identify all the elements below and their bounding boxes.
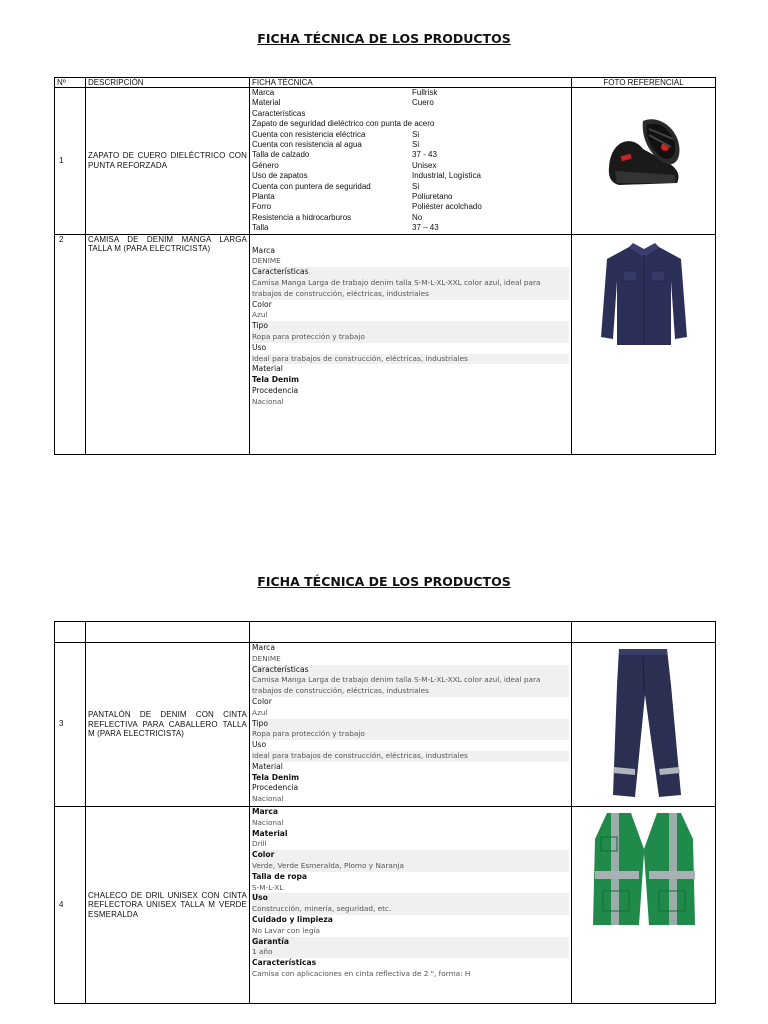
- spec-value: Azul: [252, 310, 268, 320]
- table-header: [55, 622, 716, 643]
- spec-value: Camisa Manga Larga de trabajo denim talla S-M-L-XL-XXL color azul, ideal para trabajos de construcción, eléctricas, industriales: [252, 675, 569, 697]
- spec-value: DENIME: [252, 256, 281, 266]
- spec-row: [252, 119, 569, 129]
- spec-key: Uso: [252, 893, 569, 904]
- photo-shoe: [572, 88, 716, 235]
- spec-key: Tipo: [252, 321, 569, 332]
- spec-key: Procedencia: [252, 386, 299, 396]
- spec-key: Procedencia: [252, 783, 299, 793]
- page-title-2: FICHA TÉCNICA DE LOS PRODUCTOS: [257, 574, 511, 589]
- spec-key: Talla: [252, 223, 269, 233]
- spec-key: Material: [252, 828, 288, 838]
- spec-key: Color: [252, 299, 272, 309]
- photo-shirt: [572, 234, 716, 454]
- spec-value: Verde, Verde Esmeralda, Plomo y Naranja: [252, 861, 569, 872]
- shoe-image: [599, 109, 689, 209]
- spec-value: Si: [412, 129, 420, 139]
- header-foto: FOTO REFERENCIAL: [572, 78, 716, 88]
- spec-value: S-M-L-XL: [252, 882, 284, 892]
- spec-value: No: [412, 212, 423, 222]
- spec-key: Tipo: [252, 719, 569, 730]
- vest-image: [589, 809, 699, 929]
- spec-value: Unisex: [412, 160, 437, 170]
- spec-value: Cuero: [412, 98, 434, 108]
- spec-key: Planta: [252, 192, 275, 202]
- row-num: 2: [55, 234, 86, 454]
- empty-cell: [86, 622, 250, 643]
- spec-value: Camisa con aplicaciones en cinta reflectiva de 2 ", forma: H: [252, 968, 471, 978]
- empty-cell: [55, 622, 86, 643]
- spec-row: [252, 223, 569, 233]
- header-ficha: FICHA TÉCNICA: [250, 78, 572, 88]
- spec-list: [250, 807, 572, 1004]
- spec-key: Material: [252, 761, 283, 771]
- spec-value: Ropa para protección y trabajo: [252, 332, 569, 343]
- spec-key: Garantía: [252, 937, 569, 948]
- spec-key: Marca: [252, 643, 275, 652]
- spec-value: 1 año: [252, 947, 569, 958]
- header-num: Nº: [55, 78, 86, 88]
- spec-value: Ideal para trabajos de construcción, eléctricas, industriales: [252, 354, 569, 365]
- spec-value: Nacional: [252, 794, 284, 804]
- spec-row: [252, 161, 569, 171]
- products-table-1: [54, 77, 716, 455]
- spec-key: Material: [252, 364, 283, 374]
- empty-cell: [250, 622, 572, 643]
- table-row: [55, 643, 716, 807]
- spec-value: Nacional: [252, 817, 284, 827]
- spec-key: Cuenta con resistencia eléctrica: [252, 129, 366, 139]
- spec-key: Talla de calzado: [252, 150, 310, 160]
- pants-image: [599, 645, 689, 801]
- spec-key: Género: [252, 160, 279, 170]
- spec-key: Cuenta con resistencia al agua: [252, 140, 362, 150]
- spec-value: Ideal para trabajos de construcción, eléctricas, industriales: [252, 751, 569, 762]
- spec-value: 37 – 43: [412, 223, 439, 233]
- spec-row: [252, 130, 569, 140]
- spec-value: Fullrisk: [412, 88, 438, 97]
- shirt-image: [599, 241, 689, 351]
- empty-cell: [572, 622, 716, 643]
- row-num: 4: [55, 807, 86, 1004]
- photo-vest: [572, 807, 716, 1004]
- spec-value: Nacional: [252, 396, 284, 406]
- spec-key: Características: [252, 958, 317, 968]
- spec-row: [252, 202, 569, 212]
- header-desc: DESCRIPCIÓN: [86, 78, 250, 88]
- spec-key: Características: [252, 108, 306, 118]
- spec-key: Marca: [252, 245, 275, 255]
- spec-value: 37 - 43: [412, 150, 437, 160]
- row-desc: ZAPATO DE CUERO DIELÉCTRICO CON PUNTA REFORZADA: [86, 88, 250, 235]
- spec-value: Ropa para protección y trabajo: [252, 729, 569, 740]
- spec-row: [252, 213, 569, 223]
- photo-pants: [572, 643, 716, 807]
- spec-value: Industrial, Logística: [412, 171, 481, 181]
- spec-value: Poliuretano: [412, 192, 453, 202]
- table-header: [55, 78, 716, 88]
- spec-value: DENIME: [252, 653, 281, 663]
- products-table-2: [54, 621, 716, 1004]
- spec-row: [252, 88, 569, 98]
- spec-key: Resistencia a hidrocarburos: [252, 212, 352, 222]
- spec-row: [252, 98, 569, 108]
- spec-key: Talla de ropa: [252, 871, 308, 881]
- spec-key: Uso: [252, 342, 267, 352]
- spec-key: Material: [252, 98, 281, 108]
- spec-row: [252, 109, 569, 119]
- row-desc: CHALECO DE DRIL UNISEX CON CINTA REFLECTORA UNISEX TALLA M VERDE ESMERALDA: [86, 807, 250, 1004]
- spec-value: Camisa Manga Larga de trabajo denim talla S-M-L-XL-XXL color azul, ideal para trabajos de construcción, eléctricas, industriales: [252, 278, 569, 300]
- spec-key: Cuenta con puntera de seguridad: [252, 181, 371, 191]
- spec-value: Construcción, minería, seguridad, etc.: [252, 904, 569, 915]
- spec-key: Color: [252, 696, 272, 706]
- table-row: [55, 88, 716, 235]
- row-num: 3: [55, 643, 86, 807]
- spec-value: Poliéster acolchado: [412, 202, 482, 212]
- spec-value: Drill: [252, 839, 267, 849]
- spec-value: Azul: [252, 707, 268, 717]
- spec-key: Características: [252, 267, 569, 278]
- spec-key: Color: [252, 850, 569, 861]
- spec-value: Tela Denim: [252, 375, 300, 385]
- row-num: 1: [55, 88, 86, 235]
- spec-key: Cuidado y limpieza: [252, 914, 333, 924]
- spec-list: [250, 88, 572, 235]
- spec-row: [252, 171, 569, 181]
- spec-key: Forro: [252, 202, 272, 212]
- spec-key: Uso: [252, 740, 267, 750]
- spec-row: [252, 140, 569, 150]
- spec-key: Zapato de seguridad dieléctrico con punta de acero: [252, 119, 435, 129]
- spec-row: [252, 182, 569, 192]
- spec-value: Si: [412, 140, 420, 150]
- row-desc: PANTALÓN DE DENIM CON CINTA REFLECTIVA PARA CABALLERO TALLA M (PARA ELECTRICISTA): [86, 643, 250, 807]
- spec-value: No Lavar con legía: [252, 925, 320, 935]
- spec-value: Si: [412, 181, 420, 191]
- spec-key: Marca: [252, 88, 275, 97]
- spec-list: [250, 643, 572, 807]
- spec-list: [250, 234, 572, 454]
- spec-key: Uso de zapatos: [252, 171, 308, 181]
- table-row: [55, 234, 716, 454]
- spec-value: Tela Denim: [252, 772, 300, 782]
- spec-key: Marca: [252, 807, 279, 816]
- page-title: FICHA TÉCNICA DE LOS PRODUCTOS: [257, 31, 511, 46]
- spec-key: Características: [252, 665, 569, 676]
- table-row: [55, 807, 716, 1004]
- spec-row: [252, 192, 569, 202]
- row-desc: CAMISA DE DENIM MANGA LARGA TALLA M (PARA ELECTRICISTA): [86, 234, 250, 454]
- spec-row: [252, 150, 569, 160]
